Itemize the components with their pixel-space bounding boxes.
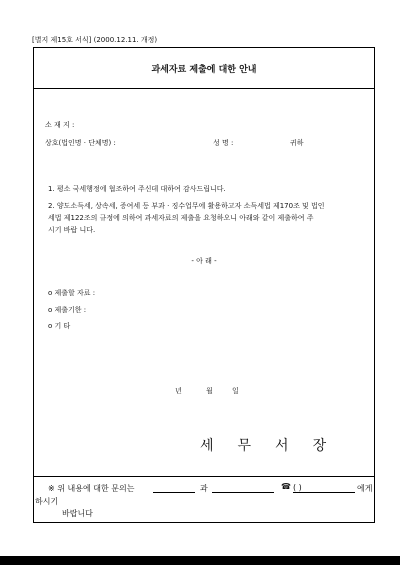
phone-icon: ☎ <box>281 482 291 491</box>
paragraph-2-line-2: 세법 제122조의 규정에 의하여 과세자료의 제출을 요청하오니 아래와 같이 제출하여 주 <box>48 214 314 222</box>
form-title: 과세자료 제출에 대한 안내 <box>151 65 257 75</box>
address-label: 소 재 지 : <box>45 121 75 129</box>
tax-office-head: 세무서장 <box>200 438 351 454</box>
dept-blank <box>153 492 195 493</box>
name-blank <box>212 492 274 493</box>
page-bottom-bar <box>0 556 400 565</box>
item-materials: o 제출할 자료 : <box>48 289 96 297</box>
form-reference: [별지 제15호 서식] (2000.12.11. 개정) <box>32 36 158 44</box>
company-label: 상호(법인명 · 단체명) : <box>45 139 116 147</box>
inquiry-prefix: ※ 위 내용에 대한 문의는 <box>48 484 135 493</box>
paragraph-1: 1. 평소 국세행정에 협조하여 주신데 대하여 감사드립니다. <box>48 185 226 193</box>
footer-divider <box>33 476 375 477</box>
paragraph-2-line-3: 시기 바랍 니다. <box>48 226 96 234</box>
item-other: o 기 타 <box>48 322 71 330</box>
honorific: 귀하 <box>290 139 304 147</box>
phone-parens: ( ) <box>293 483 302 492</box>
inquiry-line-3: 바랍니다 <box>62 509 93 518</box>
date-year: 년 <box>175 387 182 395</box>
title-divider <box>33 88 375 89</box>
phone-blank <box>293 492 355 493</box>
item-deadline: o 제출기한 : <box>48 306 87 314</box>
name-label: 성 명 : <box>213 139 234 147</box>
dept-suffix: 과 <box>200 484 208 493</box>
below-heading: - 아 래 - <box>191 257 217 265</box>
inquiry-line-2: 하시기 <box>35 497 59 506</box>
inquiry-suffix: 에게 <box>357 484 373 493</box>
date-day: 일 <box>232 387 239 395</box>
date-month: 월 <box>206 387 213 395</box>
paragraph-2-line-1: 2. 양도소득세, 상속세, 증여세 등 부과 · 징수업무에 활용하고자 소득세법 제170조 및 법인 <box>48 202 325 210</box>
